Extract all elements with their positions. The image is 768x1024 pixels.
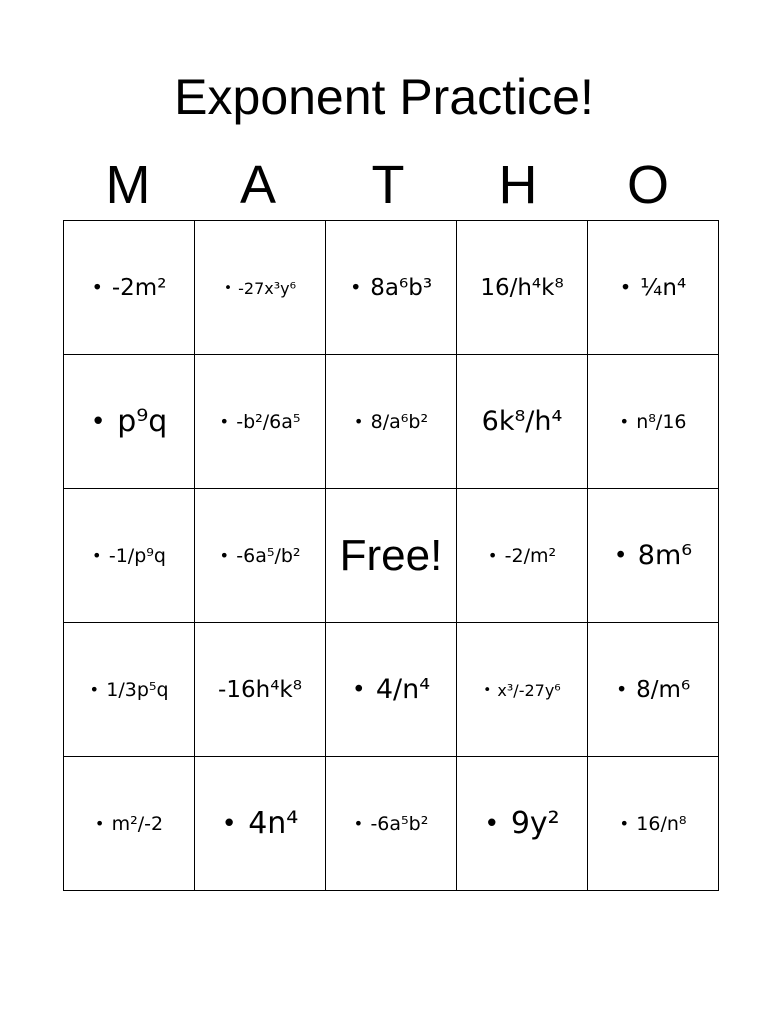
cell-content (352, 674, 430, 705)
cell-expression: -6a⁵b² (370, 812, 429, 835)
cell-expression: -2/m² (504, 544, 557, 567)
board-cell[interactable] (588, 221, 719, 355)
board-cell[interactable] (326, 489, 457, 623)
board-row (64, 489, 719, 623)
cell-content (350, 275, 432, 301)
bullet-icon: • (219, 546, 229, 565)
header-letter-h: H (498, 155, 538, 215)
board-cell[interactable] (457, 489, 588, 623)
bullet-icon: • (351, 676, 366, 703)
bullet-icon: • (219, 412, 229, 431)
bullet-icon: • (353, 814, 364, 833)
cell-content (480, 275, 563, 301)
bullet-icon: • (619, 814, 629, 833)
cell-expression: 4n⁴ (248, 806, 299, 841)
bullet-icon: • (615, 678, 628, 701)
bullet-icon: • (483, 682, 492, 699)
board-cell[interactable] (457, 355, 588, 489)
header-letter-m: M (105, 155, 151, 215)
board-cell[interactable] (195, 355, 326, 489)
bullet-icon: • (94, 814, 105, 833)
board-cell[interactable] (64, 757, 195, 891)
cell-content (616, 677, 690, 703)
board-cell[interactable] (588, 757, 719, 891)
board-row (64, 757, 719, 891)
cell-content (219, 411, 300, 433)
bullet-icon: • (484, 808, 500, 839)
bingo-header (63, 152, 713, 218)
board-cell[interactable] (457, 757, 588, 891)
cell-content (354, 411, 428, 433)
cell-content (614, 540, 692, 571)
cell-expression: x³/-27y⁶ (497, 680, 561, 700)
page-title: Exponent Practice! (174, 69, 594, 125)
board-cell[interactable] (588, 623, 719, 757)
header-letter-a: A (239, 155, 277, 215)
board-cell[interactable] (457, 221, 588, 355)
bullet-icon: • (487, 546, 498, 565)
cell-content (91, 404, 168, 439)
cell-content (484, 806, 559, 841)
cell-content (92, 545, 166, 567)
cell-content (222, 806, 299, 841)
bullet-icon: • (91, 276, 104, 299)
cell-expression: -b²/6a⁵ (236, 410, 301, 433)
board-row (64, 355, 719, 489)
cell-content (483, 681, 560, 700)
cell-expression: -16h⁴k⁸ (218, 676, 302, 703)
bullet-icon: • (613, 542, 628, 569)
board-cell[interactable] (588, 355, 719, 489)
cell-expression: 9y² (510, 806, 560, 841)
cell-expression: n⁸/16 (636, 410, 687, 433)
board-cell[interactable] (195, 623, 326, 757)
bullet-icon: • (619, 412, 629, 431)
bullet-icon: • (89, 680, 99, 699)
cell-expression: Free! (339, 530, 443, 580)
board-cell[interactable] (64, 355, 195, 489)
cell-expression: m²/-2 (111, 812, 164, 835)
board-cell[interactable] (195, 757, 326, 891)
cell-expression: 4/n⁴ (375, 674, 431, 705)
board-cell[interactable] (64, 489, 195, 623)
board-row (64, 623, 719, 757)
cell-expression: 8/m⁶ (636, 676, 691, 703)
cell-content (619, 813, 686, 835)
board-row (64, 221, 719, 355)
bullet-icon: • (90, 406, 106, 437)
cell-expression: 8/a⁶b² (370, 410, 429, 433)
cell-content (354, 813, 429, 835)
header-letter-o: O (626, 155, 669, 215)
cell-content (488, 545, 556, 567)
bullet-icon: • (223, 280, 232, 297)
cell-expression: -2m² (111, 274, 167, 301)
bullet-icon: • (221, 808, 237, 839)
bullet-icon: • (353, 412, 364, 431)
board-cell[interactable] (588, 489, 719, 623)
cell-content (482, 406, 563, 437)
board-cell[interactable] (326, 623, 457, 757)
cell-content (95, 813, 163, 835)
board-cell[interactable] (326, 757, 457, 891)
board-cell[interactable] (64, 623, 195, 757)
cell-expression: 8a⁶b³ (370, 274, 433, 301)
cell-content (340, 531, 443, 581)
cell-expression: ¼n⁴ (640, 274, 687, 301)
bullet-icon: • (349, 276, 362, 299)
cell-expression: -27x³y⁶ (238, 278, 297, 298)
cell-content (89, 679, 168, 701)
cell-content (224, 279, 296, 298)
cell-content (619, 411, 686, 433)
board-cell[interactable] (326, 221, 457, 355)
board-cell[interactable] (326, 355, 457, 489)
cell-content (219, 545, 300, 567)
board-cell[interactable] (195, 221, 326, 355)
header-letter-t: T (371, 155, 405, 215)
bullet-icon: • (92, 546, 102, 565)
cell-expression: 8m⁶ (637, 540, 693, 571)
cell-content (92, 275, 167, 301)
cell-expression: 16/h⁴k⁸ (480, 274, 564, 301)
board-cell[interactable] (195, 489, 326, 623)
cell-expression: -1/p⁹q (108, 544, 166, 567)
board-cell[interactable] (64, 221, 195, 355)
cell-expression: 16/n⁸ (636, 812, 687, 835)
cell-content (218, 677, 302, 703)
bullet-icon: • (619, 276, 632, 299)
bingo-board (63, 220, 719, 891)
cell-expression: p⁹q (117, 404, 168, 439)
cell-expression: -6a⁵/b² (236, 544, 301, 567)
cell-expression: 1/3p⁵q (106, 678, 169, 701)
cell-expression: 6k⁸/h⁴ (481, 406, 563, 437)
cell-content (620, 275, 686, 301)
board-cell[interactable] (457, 623, 588, 757)
